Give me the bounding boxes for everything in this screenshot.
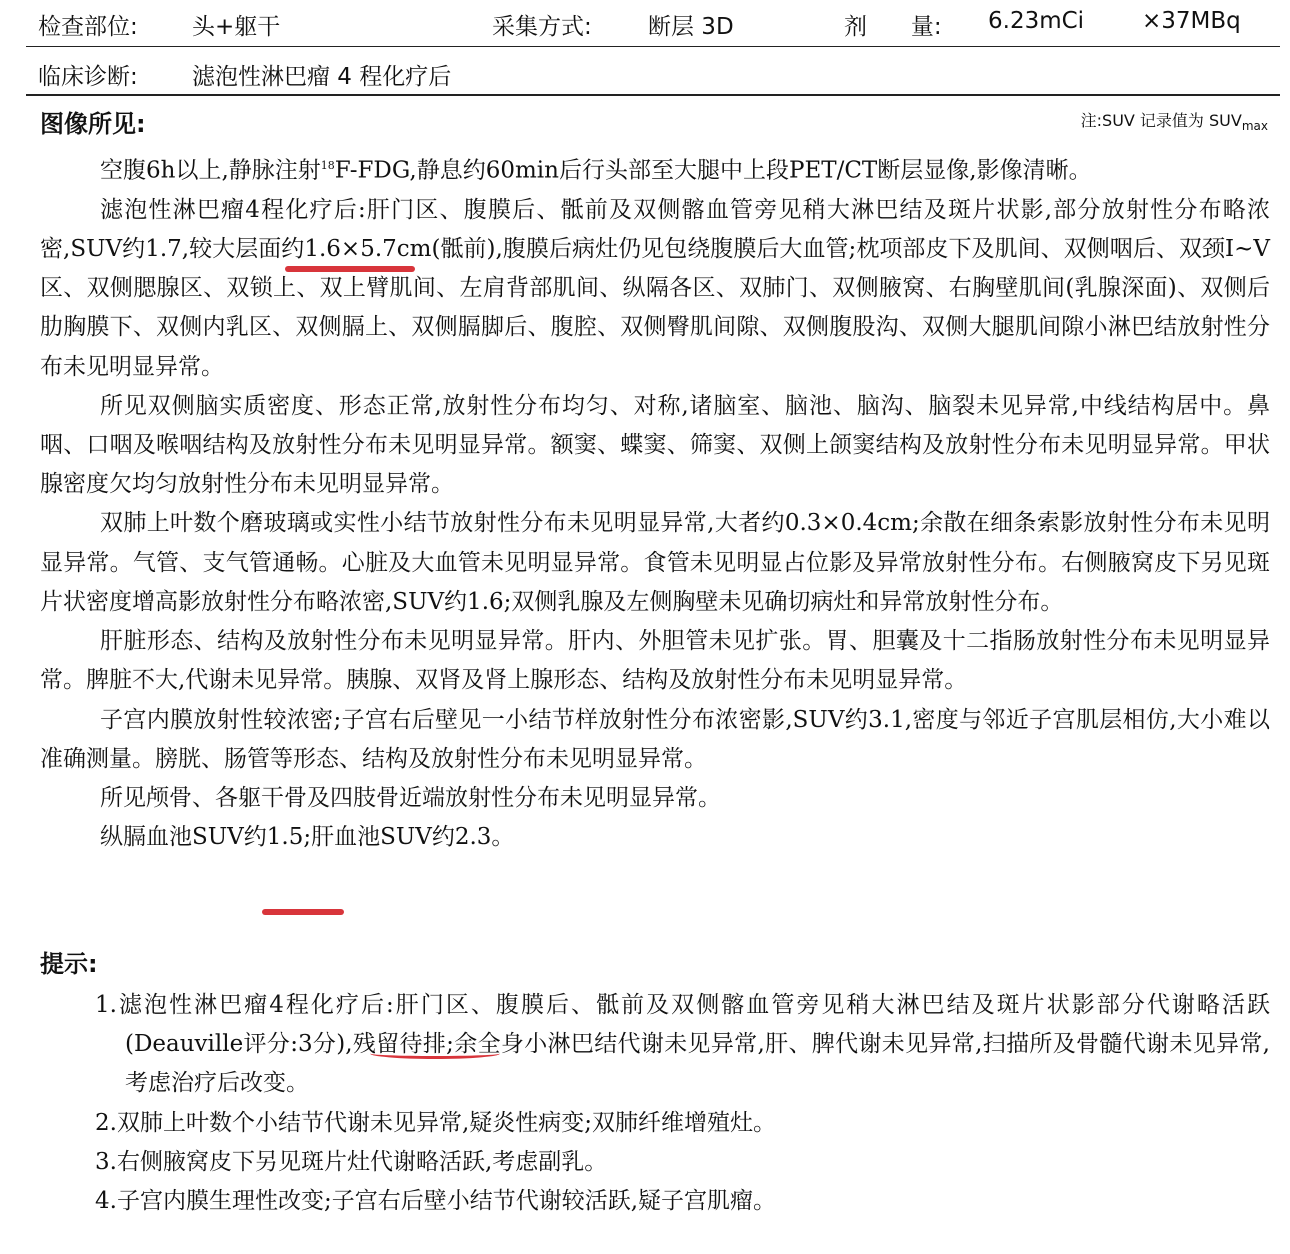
suv-note-text: 注:SUV 记录值为 SUV bbox=[1080, 111, 1242, 130]
findings-paragraph-4: 双肺上叶数个磨玻璃或实性小结节放射性分布未见明显异常,大者约0.3×0.4cm;余散在细条索影放射性分布未见明显异常。气管、支气管通畅。心脏及大血管未见明显异常。食管未见明显占位影及异常放射性分布。右侧腋窝皮下另见斑片状密度增高影放射性分布略浓密,SUV约1.6;双侧乳腺及左侧胸壁未见确切病灶和异常放射性分布。 bbox=[40, 510, 1270, 615]
findings-paragraph-6: 子宫内膜放射性较浓密;子宫右后壁见一小结节样放射性分布浓密影,SUV约3.1,密度与邻近子宫肌层相仿,大小难以准确测量。膀胱、肠管等形态、结构及放射性分布未见明显异常。 bbox=[40, 706, 1270, 772]
dose-mbq: ×37MBq bbox=[1142, 8, 1241, 34]
impression-item: 3.右侧腋窝皮下另见斑片灶代谢略活跃,考虑副乳。 bbox=[95, 1148, 608, 1175]
impression-item: 2.双肺上叶数个小结节代谢未见异常,疑炎性病变;双肺纤维增殖灶。 bbox=[95, 1109, 777, 1136]
findings-p1-a: 空腹6h以上,静脉注射 bbox=[100, 157, 321, 184]
header-divider bbox=[26, 46, 1280, 47]
diagnosis-label: 临床诊断: bbox=[38, 64, 138, 90]
findings-paragraph-8: 纵膈血池SUV约1.5;肝血池SUV约2.3。 bbox=[100, 824, 515, 851]
blood-pool-underline-mark bbox=[262, 909, 344, 915]
dose-value: 6.23mCi bbox=[988, 8, 1085, 34]
exam-site-value: 头+躯干 bbox=[192, 14, 281, 40]
findings-title: 图像所见: bbox=[40, 110, 146, 138]
impression-item: 1.滤泡性淋巴瘤4程化疗后:肝门区、腹膜后、骶前及双侧髂血管旁见稍大淋巴结及斑片状影部分代谢略活跃(Deauville评分:3分),残留待排;余全身小淋巴结代谢未见异常,肝、脾代谢未见异常,扫描所及骨髓代谢未见异常,考虑治疗后改变。 bbox=[95, 992, 1270, 1097]
suv-underline-mark bbox=[285, 266, 415, 272]
findings-paragraph-1 bbox=[40, 146, 1270, 191]
findings-paragraph-3: 所见双侧脑实质密度、形态正常,放射性分布均匀、对称,诸脑室、脑池、脑沟、脑裂未见异常,中线结构居中。鼻咽、口咽及喉咽结构及放射性分布未见明显异常。额窦、蝶窦、筛窦、双侧上颌窦结构及放射性分布未见明显异常。甲状腺密度欠均匀放射性分布未见明显异常。 bbox=[40, 392, 1270, 498]
acquisition-value: 断层 3D bbox=[648, 14, 734, 40]
diagnosis-divider bbox=[26, 94, 1280, 96]
impression-item: 4.子宫内膜生理性改变;子宫右后壁小结节代谢较活跃,疑子宫肌瘤。 bbox=[95, 1188, 777, 1215]
impression-title: 提示: bbox=[40, 950, 98, 978]
dose-label: 剂 量: bbox=[844, 14, 942, 40]
exam-site-label: 检查部位: bbox=[38, 14, 138, 40]
deauville-underline-mark bbox=[370, 1048, 500, 1059]
suv-note bbox=[1081, 108, 1268, 133]
exam-info-row bbox=[26, 4, 1280, 44]
suv-note-sub: max bbox=[1241, 119, 1268, 134]
findings-paragraph-7: 所见颅骨、各躯干骨及四肢骨近端放射性分布未见明显异常。 bbox=[100, 784, 721, 811]
findings-paragraph-5: 肝脏形态、结构及放射性分布未见明显异常。肝内、外胆管未见扩张。胃、胆囊及十二指肠放射性分布未见明显异常。脾脏不大,代谢未见异常。胰腺、双肾及肾上腺形态、结构及放射性分布未见明显异常。 bbox=[40, 628, 1270, 694]
isotope-superscript: 18 bbox=[320, 159, 335, 172]
impression-body bbox=[95, 986, 1270, 1221]
findings-p1-b: F-FDG,静息约60min后行头部至大腿中上段PET/CT断层显像,影像清晰。 bbox=[334, 157, 1092, 184]
diagnosis-value: 滤泡性淋巴瘤 4 程化疗后 bbox=[192, 64, 452, 90]
findings-body bbox=[40, 146, 1270, 857]
diagnosis-row bbox=[26, 56, 1280, 96]
findings-paragraph-2: 滤泡性淋巴瘤4程化疗后:肝门区、腹膜后、骶前及双侧髂血管旁见稍大淋巴结及斑片状影,部分放射性分布略浓密,SUV约1.7,较大层面约1.6×5.7cm(骶前),腹膜后病灶仍见包绕腹膜后大血管;枕项部皮下及肌间、双侧咽后、双颈I~V区、双侧腮腺区、双锁上、双上臂肌间、左肩背部肌间、纵隔各区、双肺门、双侧腋窝、右胸壁肌间(乳腺深面)、双侧后肋胸膜下、双侧内乳区、双侧膈上、双侧膈脚后、腹腔、双侧臀肌间隙、双侧腹股沟、双侧大腿肌间隙小淋巴结放射性分布未见明显异常。 bbox=[40, 196, 1270, 380]
acquisition-label: 采集方式: bbox=[492, 14, 592, 40]
